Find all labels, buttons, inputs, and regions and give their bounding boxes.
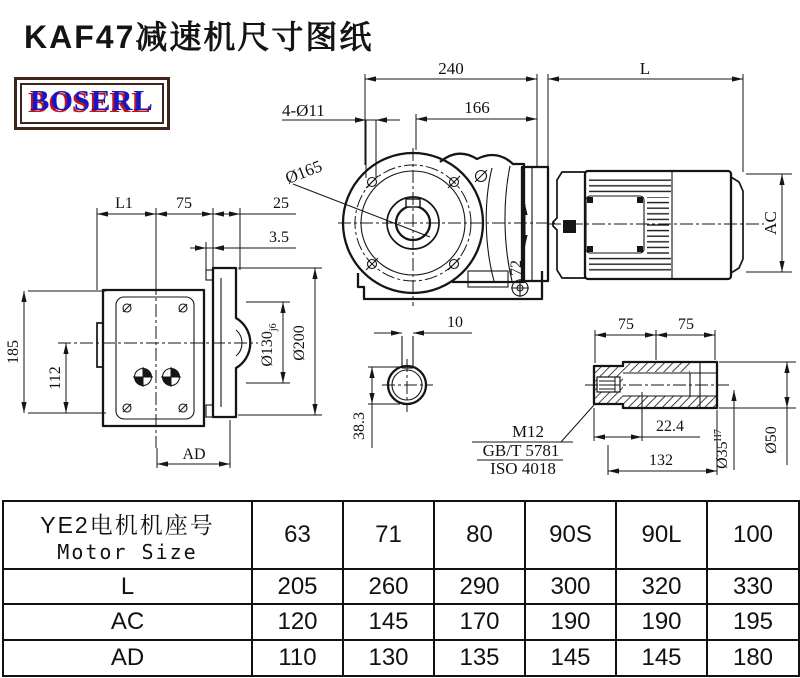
dim-185: 185 [5, 340, 22, 364]
cell-AC-100: 195 [707, 604, 799, 640]
cell-AD-90S: 145 [525, 640, 616, 676]
side-view-gearbox [5, 195, 322, 468]
col-80: 80 [434, 501, 525, 569]
callout-M12: M12 [511, 422, 545, 441]
table-row-AC [3, 604, 799, 640]
cell-AC-63: 120 [252, 604, 343, 640]
dim-L: L [639, 59, 651, 78]
dim-O35H7: $Ø35^{H7}$ [713, 429, 731, 469]
header-motor-size-en: Motor Size [57, 539, 198, 564]
cell-AD-100: 180 [707, 640, 799, 676]
dim-132: 132 [649, 452, 673, 469]
col-100: 100 [707, 501, 799, 569]
dim-O50: Ø50 [763, 426, 780, 454]
table-row-L [3, 569, 799, 604]
col-90S: 90S [525, 501, 616, 569]
dim-75: 75 [176, 195, 192, 212]
dim-AD: AD [182, 446, 206, 463]
dim-L1: L1 [115, 195, 133, 212]
col-71: 71 [343, 501, 434, 569]
motor-view [548, 171, 792, 279]
cell-L-80: 290 [434, 569, 525, 604]
page-title: KAF47减速机尺寸图纸 [24, 19, 374, 55]
dim-25: 25 [273, 195, 289, 212]
cell-AD-80: 135 [434, 640, 525, 676]
dim-10: 10 [447, 314, 463, 331]
header-motor-size-cn: YE2电机机座号 [40, 511, 215, 538]
dim-22p4: 22.4 [656, 418, 684, 435]
dim-38p3: 38.3 [351, 412, 368, 440]
cover-bolts [123, 304, 187, 412]
bore-keyway-detail [351, 314, 472, 448]
motor-flange-bolt [563, 220, 576, 233]
cell-AC-90L: 190 [616, 604, 707, 640]
cell-AD-63: 110 [252, 640, 343, 676]
cell-AD-71: 130 [343, 640, 434, 676]
dim-112: 112 [47, 366, 64, 390]
top-dimensions [282, 59, 743, 178]
cell-AC-90S: 190 [525, 604, 616, 640]
housing-outline [103, 290, 204, 426]
motor-size-table [2, 500, 800, 677]
callout-GB: GB/T 5781 [482, 441, 560, 460]
thread-callout [472, 405, 594, 478]
dim-75a: 75 [618, 316, 634, 333]
cell-AD-90L: 145 [616, 640, 707, 676]
dim-75b: 75 [678, 316, 694, 333]
front-view-gearbox [283, 148, 556, 306]
dim-O165: Ø165 [282, 156, 325, 188]
arrowhead [355, 117, 366, 123]
dim-AC: AC [761, 211, 780, 235]
header-motor-size [3, 501, 252, 569]
dim-O130j6: $Ø130_{j6}$ [259, 323, 279, 367]
cell-L-63: 205 [252, 569, 343, 604]
cell-L-90S: 300 [525, 569, 616, 604]
callout-ISO: ISO 4018 [490, 459, 556, 478]
dim-O200: Ø200 [291, 325, 308, 361]
cell-L-90L: 320 [616, 569, 707, 604]
motor-fins-bottom [589, 255, 671, 272]
oil-plugs [133, 367, 181, 387]
dim-240: 240 [438, 59, 464, 78]
dim-4xO11: 4-Ø11 [282, 101, 325, 120]
cell-L-71: 260 [343, 569, 434, 604]
row-label-AD: AD [3, 640, 252, 676]
cell-AC-80: 170 [434, 604, 525, 640]
dim-166: 166 [464, 98, 490, 117]
hollow-shaft-section [585, 316, 796, 475]
table-header-row [3, 501, 799, 569]
row-label-AC: AC [3, 604, 252, 640]
dim-3p5: 3.5 [269, 229, 289, 246]
brand-logo-text: BOSERL [30, 85, 154, 117]
motor-fins-top [589, 178, 671, 195]
housing-cover [116, 297, 194, 419]
dim-72: 72 [508, 260, 525, 276]
motor-end-cap [731, 177, 743, 273]
cell-L-100: 330 [707, 569, 799, 604]
table-row-AD [3, 640, 799, 676]
motor-fins-mid [647, 197, 669, 254]
col-63: 63 [252, 501, 343, 569]
row-label-L: L [3, 569, 252, 604]
col-90L: 90L [616, 501, 707, 569]
motor-adapter-plate [522, 167, 548, 281]
cell-AC-71: 145 [343, 604, 434, 640]
arrowhead [376, 117, 387, 123]
